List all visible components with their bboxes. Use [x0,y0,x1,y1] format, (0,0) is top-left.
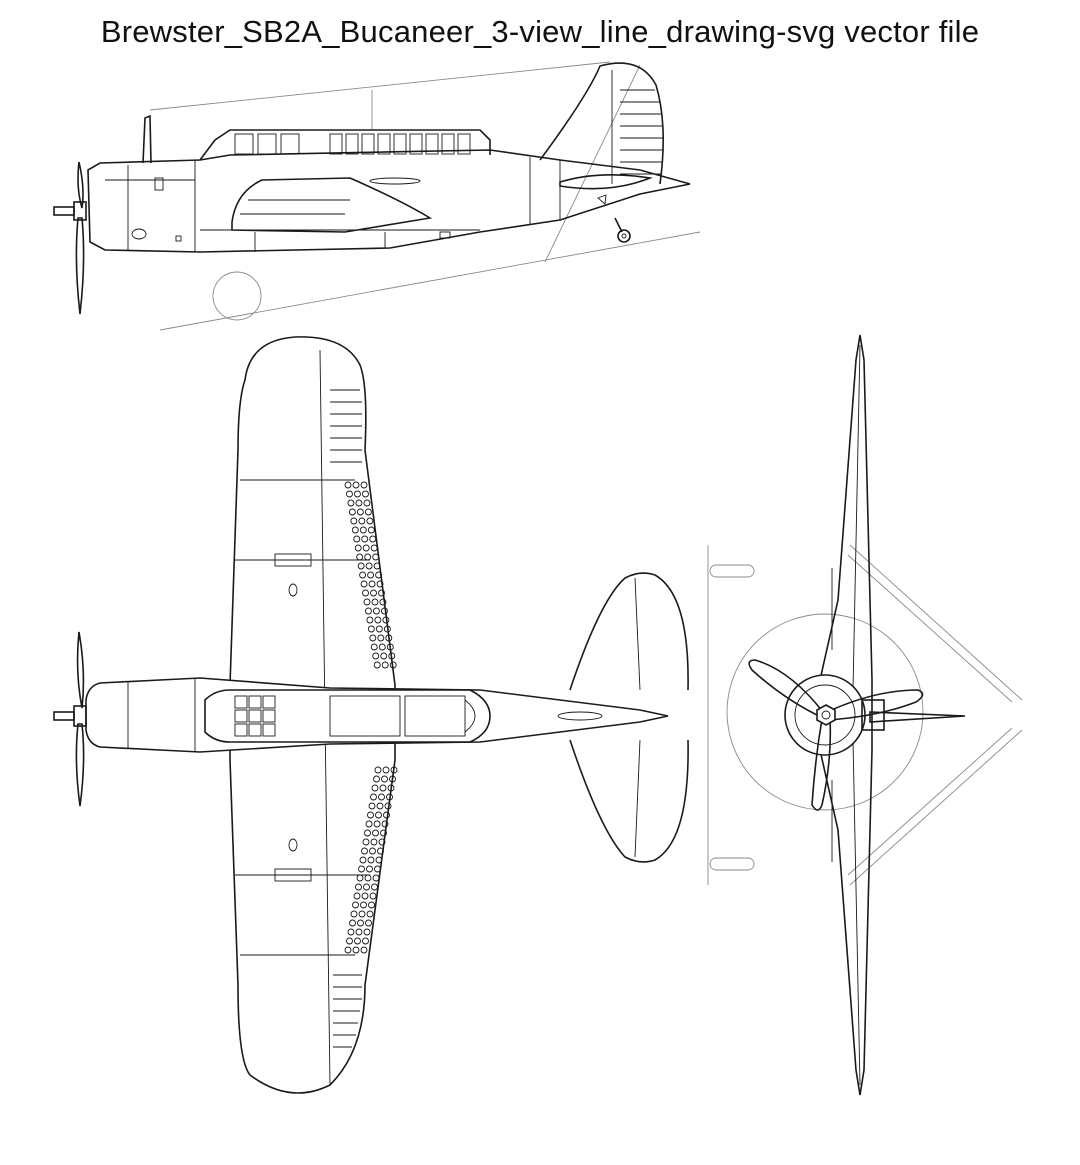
brake-hole [364,884,370,890]
brake-hole [353,482,359,488]
brake-hole [368,527,374,533]
brake-hole [373,608,379,614]
brake-hole [368,812,374,818]
brake-hole [379,794,385,800]
brake-hole [374,776,380,782]
brake-hole [373,653,379,659]
brake-hole [355,545,361,551]
brake-hole [372,785,378,791]
side-tail-marker [598,195,606,204]
brake-hole [363,590,369,596]
brake-hole [365,875,371,881]
tailwheel [618,230,630,242]
side-intake [132,229,146,239]
brake-hole [359,518,365,524]
brake-hole [347,938,353,944]
brake-hole [362,848,368,854]
brake-hole [351,518,357,524]
brake-hole [374,662,380,668]
elevator-hinge-lower [635,740,640,857]
brake-hole [377,803,383,809]
brake-hole [373,875,379,881]
brake-hole [371,590,377,596]
brake-hole [366,821,372,827]
brake-hole [370,536,376,542]
brake-hole [346,491,352,497]
brake-hole [380,785,386,791]
brake-hole [375,617,381,623]
brake-hole [367,911,373,917]
brake-hole [357,509,363,515]
brake-hole [367,866,373,872]
brake-hole [369,803,375,809]
brake-hole [362,536,368,542]
side-construction-line-bottom [160,232,700,330]
brake-hole [362,893,368,899]
brake-hole [374,821,380,827]
top-spinner [54,712,74,720]
brake-hole [371,794,377,800]
brake-hole [357,554,363,560]
brake-hole [359,911,365,917]
brake-hole [369,581,375,587]
brake-hole [345,947,351,953]
wheel-arc-construction [213,272,261,320]
brake-hole [365,509,371,515]
side-propeller-blade-bottom [76,218,83,314]
aileron-ribs-upper [330,390,362,462]
brake-hole [354,491,360,497]
brake-hole [376,812,382,818]
brake-hole [367,617,373,623]
brake-hole [356,500,362,506]
brake-hole [382,662,388,668]
brake-hole [352,527,358,533]
brake-hole [364,500,370,506]
brake-hole [371,839,377,845]
tailwheel-strut [615,218,622,232]
top-wing-access-upper [289,584,297,596]
brake-hole [358,920,364,926]
front-wing-spar-upper [853,345,860,690]
spinner-hub [54,207,74,215]
brake-hole [365,608,371,614]
brake-hole [355,938,361,944]
brake-hole [370,893,376,899]
brake-hole [366,920,372,926]
brake-hole [375,866,381,872]
top-prop-hub [74,706,86,726]
brake-hole [370,635,376,641]
brake-hole [363,938,369,944]
brake-hole [364,599,370,605]
side-view [54,62,700,330]
brake-hole [360,527,366,533]
brake-hole [368,857,374,863]
brake-hole [363,839,369,845]
drawing-title: Brewster_SB2A_Bucaneer_3-view_line_drawing-svg vector file [100,14,980,49]
brake-hole [368,626,374,632]
brake-hole [365,554,371,560]
brake-hole [356,929,362,935]
brake-hole [360,857,366,863]
brake-hole [369,902,375,908]
brake-hole [366,563,372,569]
tailwheel-hub [622,234,626,238]
brake-hole [361,947,367,953]
brake-hole [373,830,379,836]
top-fuselage [86,678,668,752]
brake-hole [384,812,390,818]
brake-hole [361,581,367,587]
front-wing-spar-lower [853,740,860,1085]
brake-hole [368,572,374,578]
brake-hole [367,518,373,524]
brake-hole [353,947,359,953]
top-propeller-blade-upper [78,632,84,708]
top-stabilizer-upper [570,573,688,690]
front-construction-slot-lower [710,858,754,870]
side-fuselage [88,150,690,252]
brake-hole [364,929,370,935]
brake-hole [358,563,364,569]
brake-hole [361,902,367,908]
brake-hole [356,884,362,890]
brake-hole [383,767,389,773]
side-horizontal-stabilizer [560,175,650,189]
brake-hole [348,929,354,935]
brake-hole [379,644,385,650]
brake-hole [373,554,379,560]
brake-hole [371,545,377,551]
rudder-ribs [620,90,663,174]
brake-hole [349,509,355,515]
antenna-mast [143,116,151,163]
brake-hole [370,848,376,854]
top-stabilizer-lower [570,740,688,862]
side-propeller-blade-top [78,162,83,208]
brake-hole [363,545,369,551]
brake-hole [365,830,371,836]
side-wing-root-lines [240,200,350,214]
brake-hole [348,500,354,506]
brake-hole [372,884,378,890]
top-propeller-blade-lower [76,724,83,806]
elevator-hinge-upper [635,578,640,690]
brake-hole [361,482,367,488]
dive-brake-holes-lower [345,767,397,953]
top-view [54,337,688,1093]
brake-hole [381,653,387,659]
brake-hole [350,920,356,926]
top-wing-access-lower [289,839,297,851]
brake-hole [362,491,368,497]
side-construction-line-top [150,62,610,110]
brake-hole [378,635,384,641]
brake-hole [376,626,382,632]
brake-hole [357,875,363,881]
front-construction-slot-upper [710,565,754,577]
brake-hole [345,482,351,488]
side-hatch [176,236,181,241]
side-wing-root [232,178,430,232]
brake-hole [354,893,360,899]
brake-hole [381,608,387,614]
brake-hole [360,572,366,578]
brake-hole [375,767,381,773]
brake-hole [372,599,378,605]
brake-hole [359,866,365,872]
brake-hole [371,644,377,650]
brake-hole [351,911,357,917]
front-prop-hub [817,705,835,725]
brake-hole [382,776,388,782]
front-view [708,335,1022,1095]
side-handle [370,178,420,184]
brake-hole [353,902,359,908]
brake-hole [354,536,360,542]
